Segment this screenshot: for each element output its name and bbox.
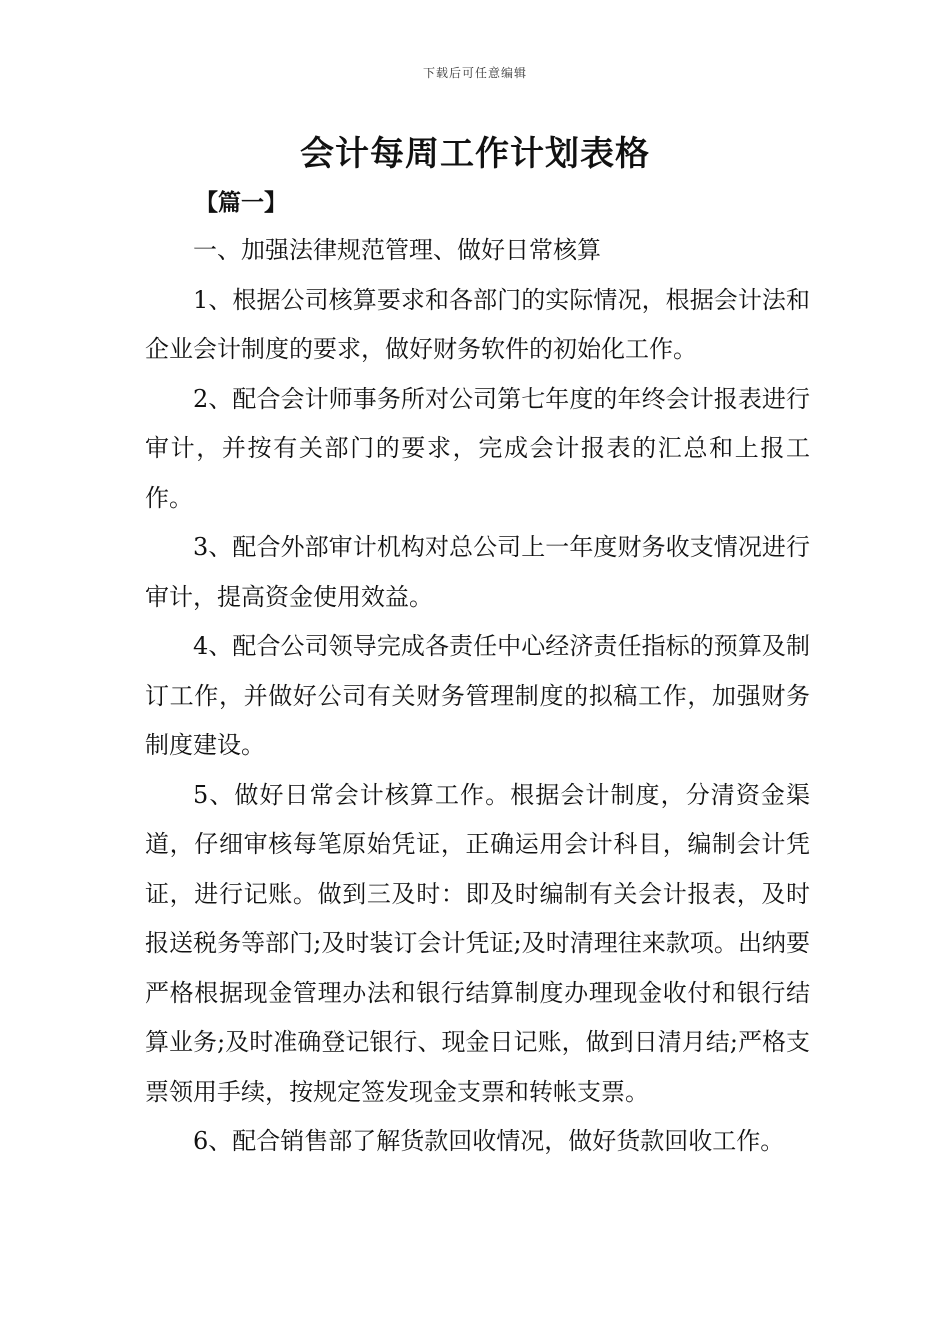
- body-text: [145, 226, 810, 1167]
- paragraph-item-6: 6、配合销售部了解货款回收情况，做好货款回收工作。: [193, 1127, 785, 1155]
- paragraph-item-4: 4、配合公司领导完成各责任中心经济责任指标的预算及制订工作，并做好公司有关财务管理制度的拟稿工作，加强财务制度建设。: [145, 632, 810, 759]
- paragraph-heading: 一、加强法律规范管理、做好日常核算: [193, 236, 601, 264]
- header-note: 下载后可任意编辑: [422, 66, 527, 80]
- section-tag: 【篇一】: [195, 190, 287, 216]
- paragraph-item-2: 2、配合会计师事务所对公司第七年度的年终会计报表进行审计，并按有关部门的要求，完成会计报表的汇总和上报工作。: [145, 384, 810, 512]
- document-title: 会计每周工作计划表格: [300, 134, 650, 174]
- paragraph-item-3: 3、配合外部审计机构对总公司上一年度财务收支情况进行审计，提高资金使用效益。: [145, 533, 810, 611]
- paragraph-item-5: 5、做好日常会计核算工作。根据会计制度，分清资金渠道，仔细审核每笔原始凭证，正确运用会计科目，编制会计凭证，进行记账。做到三及时：即及时编制有关会计报表，及时报送税务等部门;及时装订会计凭证;及时清理往来款项。出纳要严格根据现金管理办法和银行结算制度办理现金收付和银行结算业务;及时准确登记银行、现金日记账，做到日清月结;严格支票领用手续，按规定签发现金支票和转帐支票。: [145, 780, 810, 1106]
- paragraph-item-1: 1、根据公司核算要求和各部门的实际情况，根据会计法和企业会计制度的要求，做好财务软件的初始化工作。: [145, 285, 810, 363]
